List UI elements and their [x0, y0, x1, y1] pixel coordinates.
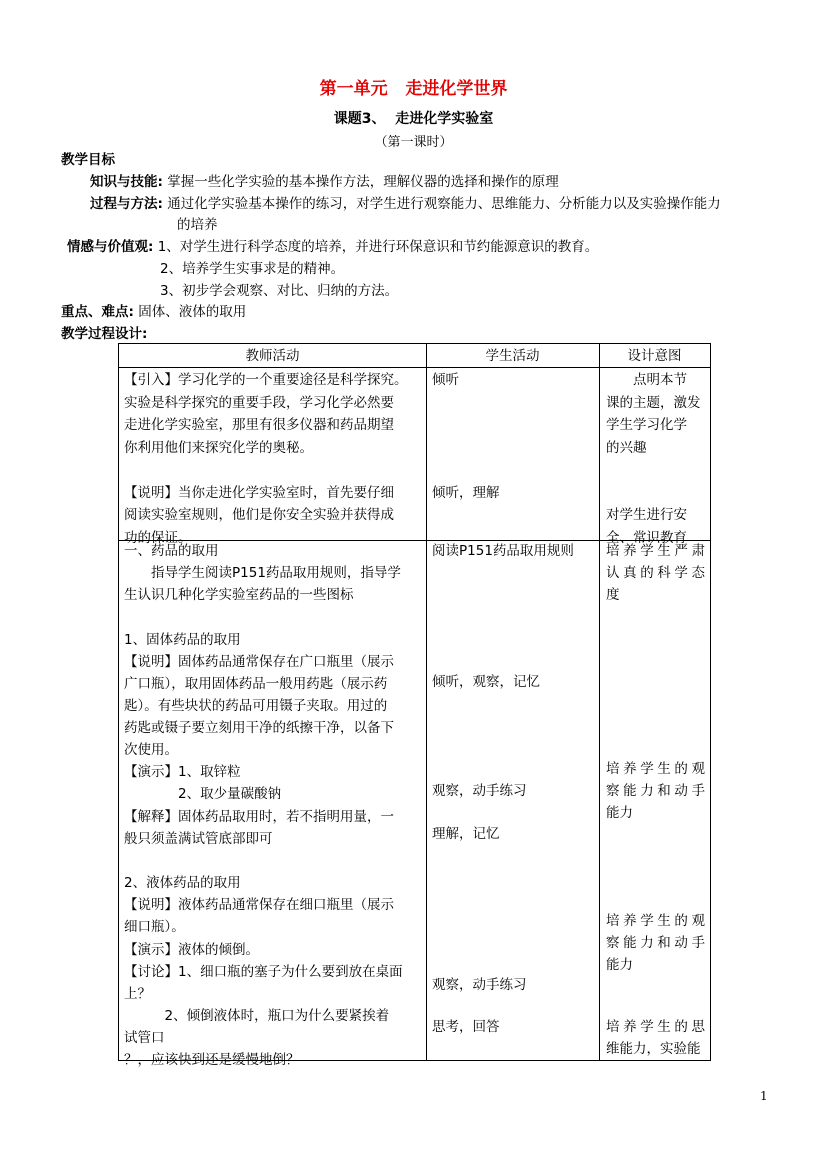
process-text-continued: 的培养 [177, 217, 218, 233]
text-line: 1、固体药品的取用 [124, 631, 241, 648]
text-line: 的兴趣 [606, 439, 647, 456]
text-line: 倾听 [432, 372, 459, 388]
emotion-objective [67, 237, 598, 257]
text-line: 维能力，实验能 [606, 1041, 701, 1057]
text-line: 阅读实验室规则，他们是你安全实验并获得成 [124, 507, 394, 523]
process-text: 通过化学实验基本操作的练习，对学生进行观察能力、思维能力、分析能力以及实验操作能力 [167, 196, 721, 212]
text-line: 倾听，理解 [432, 484, 500, 501]
text-line: 培养学生的观 [606, 913, 705, 929]
keypoints-text: 固体、液体的取用 [138, 304, 247, 320]
emotion-item-3: 3、初步学会观察、对比、归纳的方法。 [160, 283, 399, 299]
text-line: 阅读P151药品取用规则 [432, 543, 574, 559]
text-line: 培养学生严肃 [606, 543, 705, 559]
text-line: 实验是科学探究的重要手段，学习化学必然要 [124, 394, 394, 411]
text-line: 培养学生的观 [606, 761, 705, 777]
text-line: 上？ [124, 985, 151, 1002]
emotion-label: 情感与价值观: [67, 239, 154, 255]
text-line: 生认识几种化学实验室药品的一些图标 [124, 587, 354, 604]
text-line: 2、取少量碳酸钠 [124, 786, 282, 803]
text-line: 课的主题，激发 [606, 394, 701, 411]
objectives-heading: 教学目标 [61, 152, 115, 168]
knowledge-label: 知识与技能: [90, 174, 163, 190]
blank-line [124, 606, 422, 629]
process-label: 过程与方法: [90, 196, 163, 212]
text-line: 你利用他们来探究化学的奥秘。 [124, 439, 313, 456]
text-line: 培养学生的思 [606, 1019, 705, 1035]
text-line: 能力 [606, 805, 633, 821]
column-divider [426, 344, 427, 1060]
text-line: 对学生进行安 [606, 507, 687, 523]
emotion-item-1: 1、对学生进行科学态度的培养，并进行环保意识和节约能源意识的教育。 [157, 239, 599, 255]
text-line: 功的保证。 [124, 529, 192, 546]
text-line: 【说明】固体药品通常保存在广口瓶里（展示 [124, 653, 394, 670]
process-objective [90, 194, 721, 214]
text-line: 观察，动手练习 [432, 783, 527, 799]
text-line: 匙）。有些块状的药品可用镊子夹取。用过的 [124, 698, 388, 715]
emotion-item-2: 2、培养学生实事求是的精神。 [160, 261, 345, 277]
column-divider [599, 344, 600, 1060]
blank-line [124, 459, 422, 482]
text-line: 【引入】学习化学的一个重要途径是科学探究。 [124, 372, 408, 388]
unit-title: 第一单元 走进化学世界 [319, 79, 508, 99]
text-line: 思考，回答 [432, 1019, 500, 1035]
text-line: 察能力和动手 [606, 935, 705, 951]
text-line: 2、液体药品的取用 [124, 875, 241, 892]
text-line: 走进化学实验室，那里有很多仪器和药品期望 [124, 417, 394, 433]
keypoints-label: 重点、难点: [61, 304, 134, 320]
text-line: 学生学习化学 [606, 417, 687, 433]
text-line: 观察，动手练习 [432, 977, 527, 993]
text-line: 【演示】1、取锌粒 [124, 764, 241, 781]
text-line: 【解释】固体药品取用时，若不指明用量，一 [124, 808, 394, 825]
text-line: 细口瓶）。 [124, 919, 185, 936]
text-line: 次使用。 [124, 742, 178, 759]
row1-teacher-cell [124, 369, 422, 549]
text-line: 一、药品的取用 [124, 543, 219, 559]
text-line: 能力 [606, 957, 633, 973]
text-line: 倾听，观察，记忆 [432, 674, 540, 690]
lesson-title: 课题3、 走进化学实验室 [333, 111, 494, 127]
text-line: 【讨论】1、细口瓶的塞子为什么要到放在桌面 [124, 963, 403, 980]
text-line: 【说明】液体药品通常保存在细口瓶里（展示 [124, 897, 394, 914]
text-line: 般只须盖满试管底部即可 [124, 830, 273, 847]
text-line: 度 [606, 587, 620, 603]
row1-intent-cell [606, 369, 705, 549]
text-line: 【说明】当你走进化学实验室时，首先要仔细 [124, 484, 394, 501]
text-line: 2、倾倒液体时，瓶口为什么要紧挨着 [124, 1007, 390, 1024]
text-line: 试管口 [124, 1029, 165, 1046]
text-line: 广口瓶），取用固体药品一般用药匙（展示药 [124, 675, 388, 692]
knowledge-objective [90, 172, 559, 192]
row-divider [119, 367, 710, 368]
text-line: 指导学生阅读P151药品取用规则，指导学 [124, 565, 401, 582]
header-student-activity: 学生活动 [485, 348, 540, 364]
process-heading: 教学过程设计: [61, 326, 148, 342]
blank-line [124, 850, 422, 873]
text-line: ？，应该快到还是缓慢地倒？ [124, 1051, 300, 1068]
text-line: 理解，记忆 [432, 826, 500, 842]
lesson-period: （第一课时） [374, 135, 453, 150]
page-number: 1 [760, 1089, 768, 1103]
text-line: 点明本节 [633, 372, 687, 388]
knowledge-text: 掌握一些化学实验的基本操作方法，理解仪器的选择和操作的原理 [167, 174, 559, 190]
text-line: 全、常识教育 [606, 529, 687, 546]
text-line: 药匙或镊子要立刻用干净的纸擦干净，以备下 [124, 720, 394, 737]
text-line: 认真的科学态 [606, 565, 705, 581]
text-line: 察能力和动手 [606, 783, 705, 799]
key-points [61, 302, 246, 322]
header-teacher-activity: 教师活动 [245, 348, 300, 364]
text-line: 【演示】液体的倾倒。 [124, 941, 259, 958]
row2-teacher-cell [124, 540, 422, 1071]
header-design-intent: 设计意图 [627, 348, 682, 364]
teaching-process-table [118, 343, 711, 1068]
row1-student-cell [432, 369, 595, 504]
